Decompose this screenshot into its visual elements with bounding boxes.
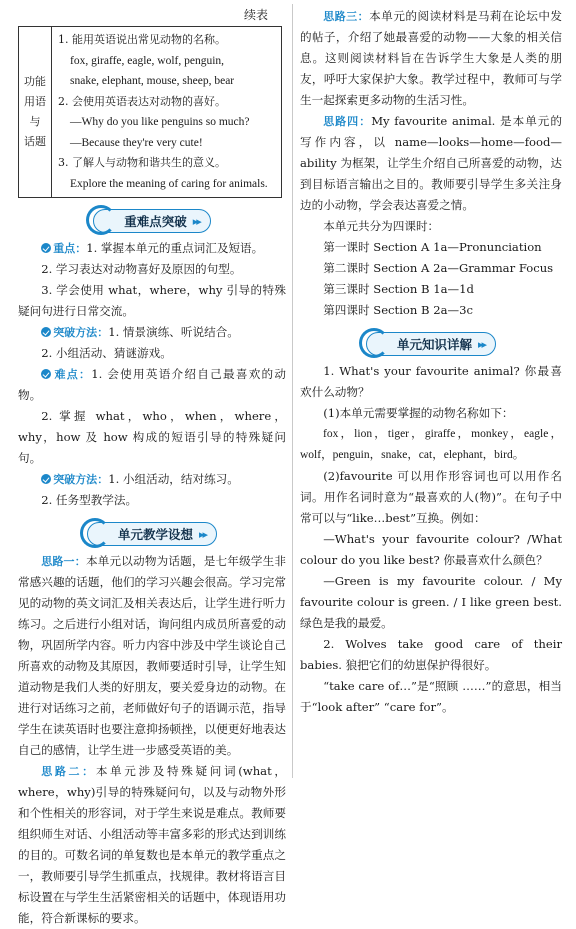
idea-2: 思路二：本单元涉及特殊疑问词(what，where，why)引导的特殊疑问句，以及与动物外形和个性相关的形容词，对于学生来说是难点。教师要组织师生对话、小组活动等丰富多彩的形式达到训练的目的。可数名词的单复数也是本单元的教学重点之一，教师要引导学生抓重点，找规律。教材将语言目标设置在与学生生活紧密相关的话题中，体现语用功能，符合新课标的要求。 bbox=[18, 764, 287, 925]
method2-1: 突破方法：1. 小组活动，结对练习。 bbox=[18, 469, 286, 490]
lesson-item: 第四课时 Section B 2a—3c bbox=[323, 303, 474, 317]
method2-2: 2. 任务型教学法。 bbox=[41, 493, 138, 507]
lesson-item: 第二课时 Section A 2a—Grammar Focus bbox=[323, 261, 554, 275]
double-arrow-icon: ▸▸ bbox=[198, 527, 207, 541]
detail-p5: —What's your favourite colour? /What colour do you like best? 你最喜欢什么颜色？ bbox=[300, 532, 562, 567]
banner-unit-plan bbox=[18, 517, 286, 551]
double-arrow-icon: ▸▸ bbox=[477, 337, 486, 351]
goal-item-line: —Because they're very cute! bbox=[70, 136, 203, 149]
check-circle-icon bbox=[41, 369, 51, 379]
goal-category: 功能 用语 与 话题 bbox=[19, 27, 52, 198]
method-1: 突破方法：1. 情景演练、听说结合。 bbox=[18, 322, 286, 343]
detail-p8: “take care of…”是“照顾 ……”的意思，相当于“look after” “care for”。 bbox=[300, 679, 562, 714]
banner-ring-icon bbox=[359, 328, 389, 358]
key-point-3: 3. 学会使用 what，where，why 引导的特殊疑问句进行日常交流。 bbox=[18, 283, 286, 318]
detail-p3: fox，lion，tiger，giraffe，monkey，eagle，wolf，penguin，snake，cat，elephant，bird。 bbox=[300, 428, 562, 461]
detail-p2: (1)本单元需要掌握的动物名称如下： bbox=[323, 406, 514, 420]
continued-label: 续表 bbox=[243, 8, 268, 22]
goal-item-line: 3. 了解人与动物和谐共生的意义。 bbox=[58, 156, 226, 169]
banner-key-difficult bbox=[18, 204, 286, 238]
right-column bbox=[300, 6, 562, 718]
goal-item-line: fox, giraffe, eagle, wolf, penguin, bbox=[70, 54, 225, 67]
lesson-item: 第三课时 Section B 1a—1d bbox=[323, 282, 474, 296]
difficulty-1: 难点：1. 会使用英语介绍自己最喜欢的动物。 bbox=[18, 367, 287, 402]
lessons-intro: 本单元共分为四课时： bbox=[323, 219, 440, 233]
column-divider bbox=[292, 4, 293, 778]
banner-ring-icon bbox=[80, 518, 110, 548]
goal-table bbox=[18, 26, 282, 198]
detail-p1: 1. What's your favourite animal? 你最喜欢什么动物？ bbox=[300, 364, 562, 399]
goal-item-line: 2. 会使用英语表达对动物的喜好。 bbox=[58, 94, 226, 108]
difficulty-2: 2. 掌握 what，who，when，where，why，how 及 how 构成的短语引导的特殊疑问句。 bbox=[18, 409, 286, 465]
key-point-1: 重点：1. 掌握本单元的重点词汇及短语。 bbox=[18, 238, 286, 259]
section-title-detail: 单元知识详解 bbox=[396, 337, 472, 352]
check-circle-icon bbox=[41, 243, 51, 253]
goal-item-line: snake, elephant, mouse, sheep, bear bbox=[70, 75, 235, 87]
idea-4: 思路四：My favourite animal. 是本单元的写作内容，以 name—looks—home—food—ability 为框架，让学生介绍自己所喜爱的动物，达到目标语言输出之目的。教师要引导学生多关注身边的小动物，学会表达喜爱之情。 bbox=[300, 114, 562, 212]
detail-p6: —Green is my favourite colour. / My favourite colour is green. / I like green best. 绿色是我的最爱。 bbox=[300, 574, 562, 630]
section-title-plan: 单元教学设想 bbox=[117, 527, 193, 542]
key-point-2: 2. 学习表达对动物喜好及原因的句型。 bbox=[41, 262, 242, 276]
detail-p4: (2)favourite 可以用作形容词也可以用作名词。用作名词时意为“最喜欢的人(物)”。在句子中常可以与“like…best”互换。例如： bbox=[300, 469, 562, 525]
banner-knowledge-detail bbox=[300, 327, 562, 361]
goal-item-line: Explore the meaning of caring for animals. bbox=[70, 177, 268, 190]
check-circle-icon bbox=[41, 327, 51, 337]
section-title-key: 重难点突破 bbox=[124, 214, 187, 229]
goal-item-line: 1. 能用英语说出常见动物的名称。 bbox=[58, 33, 226, 46]
double-arrow-icon: ▸▸ bbox=[192, 214, 200, 228]
idea-3: 思路三：本单元的阅读材料是马莉在论坛中发的帖子，介绍了她最喜爱的动物——大象的相关信息。这则阅读材料旨在告诉学生大象是人类的朋友，呼吁大家保护大象。教学过程中，教师可与学生一起探索更多动物的生活习性。 bbox=[300, 9, 562, 107]
method-2: 2. 小组活动、猜谜游戏。 bbox=[41, 346, 172, 360]
left-column bbox=[18, 0, 286, 929]
goal-items bbox=[52, 27, 282, 198]
detail-p7: 2. Wolves take good care of their babies. 狼把它们的幼崽保护得很好。 bbox=[300, 637, 562, 672]
check-circle-icon bbox=[41, 474, 51, 484]
goal-item-line: —Why do you like penguins so much? bbox=[70, 116, 250, 128]
banner-ring-icon bbox=[86, 205, 116, 235]
lesson-item: 第一课时 Section A 1a—Pronunciation bbox=[323, 240, 542, 254]
idea-1: 思路一：本单元以动物为话题，是七年级学生非常感兴趣的话题，他们的学习兴趣会很高。学习完常见的动物的英文词汇及相关表达后，让学生进行听力练习。之后进行小组对话，询问组内成员所喜爱的动物，巩固所学内容。听力内容中涉及中学生谈论自己所喜欢的动物及其原因，教师要适时引导，让学生知道动物是我们人类的好朋友，要关爱身边的动物。在进行对话练习之前，老师做好句子的语调示范，指导学生在读英语时也要注意抑扬顿挫，以便更好地表达自己的感情，让学生进一步感受英语的美。 bbox=[18, 554, 286, 757]
